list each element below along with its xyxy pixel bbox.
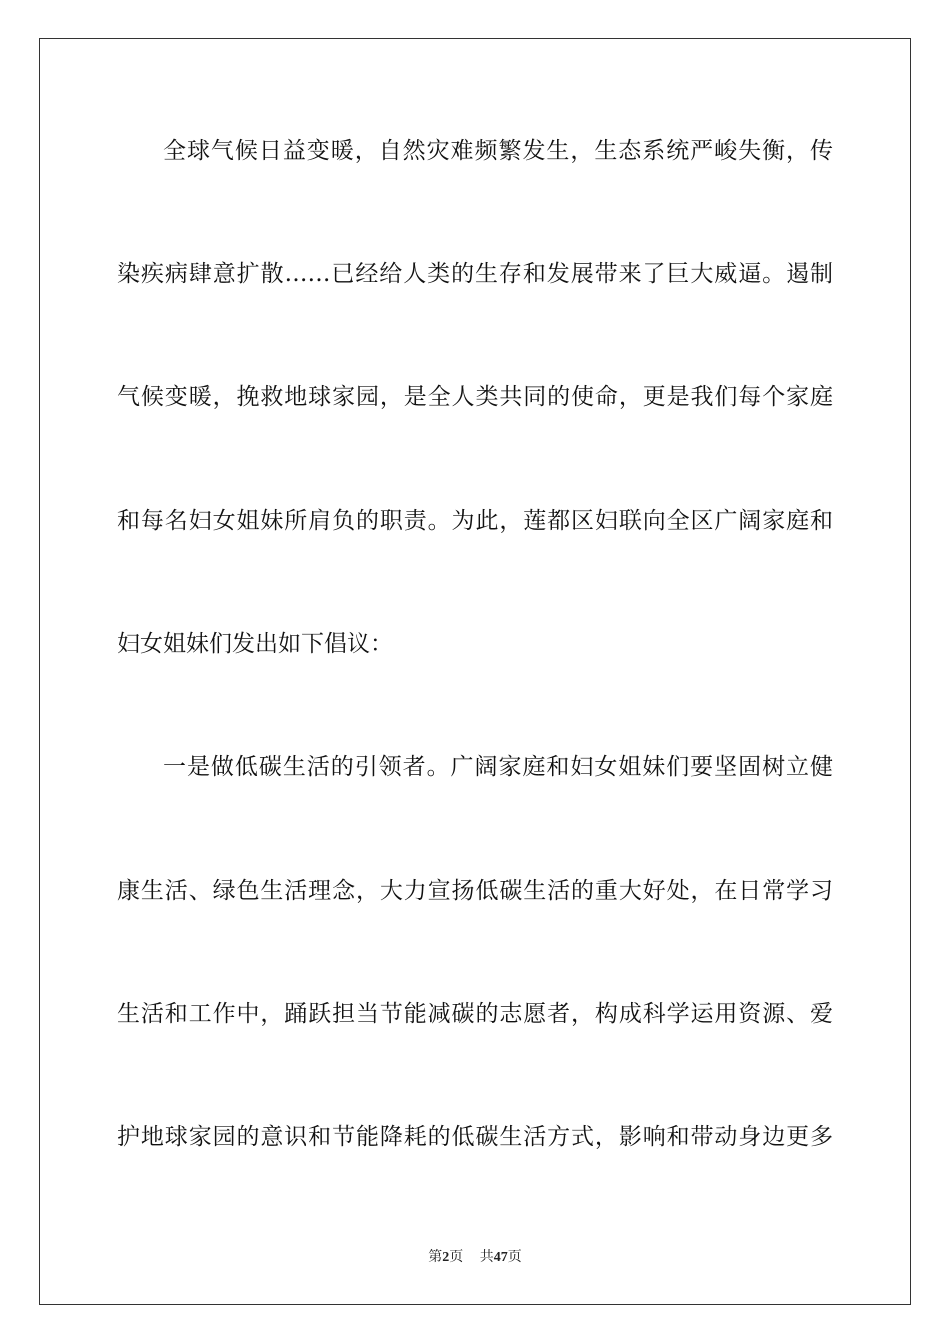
paragraph-line: 一是做低碳生活的引领者。广阔家庭和妇女姐妹们要坚固树立健: [163, 754, 833, 780]
paragraph-line: 气候变暖，挽救地球家园，是全人类共同的使命，更是我们每个家庭: [117, 384, 833, 410]
page-indicator: 第2页: [428, 1249, 464, 1265]
paragraph-line: 妇女姐妹们发出如下倡议：: [117, 631, 393, 657]
total-pages-indicator: 共47页: [479, 1249, 522, 1265]
paragraph-line: 染疾病肆意扩散……已经给人类的生存和发展带来了巨大威逼。遏制: [117, 261, 833, 287]
paragraph-line: 和每名妇女姐妹所肩负的职责。为此，莲都区妇联向全区广阔家庭和: [117, 508, 833, 534]
page-footer: [0, 1246, 950, 1266]
paragraph-line: 全球气候日益变暖，自然灾难频繁发生，生态系统严峻失衡，传: [163, 138, 833, 164]
page-border: [39, 38, 911, 1305]
paragraph-line: 生活和工作中，踊跃担当节能减碳的志愿者，构成科学运用资源、爱: [117, 1001, 833, 1027]
paragraph-line: 护地球家园的意识和节能降耗的低碳生活方式，影响和带动身边更多: [117, 1124, 833, 1150]
paragraph-line: 康生活、绿色生活理念，大力宣扬低碳生活的重大好处，在日常学习: [117, 878, 833, 904]
